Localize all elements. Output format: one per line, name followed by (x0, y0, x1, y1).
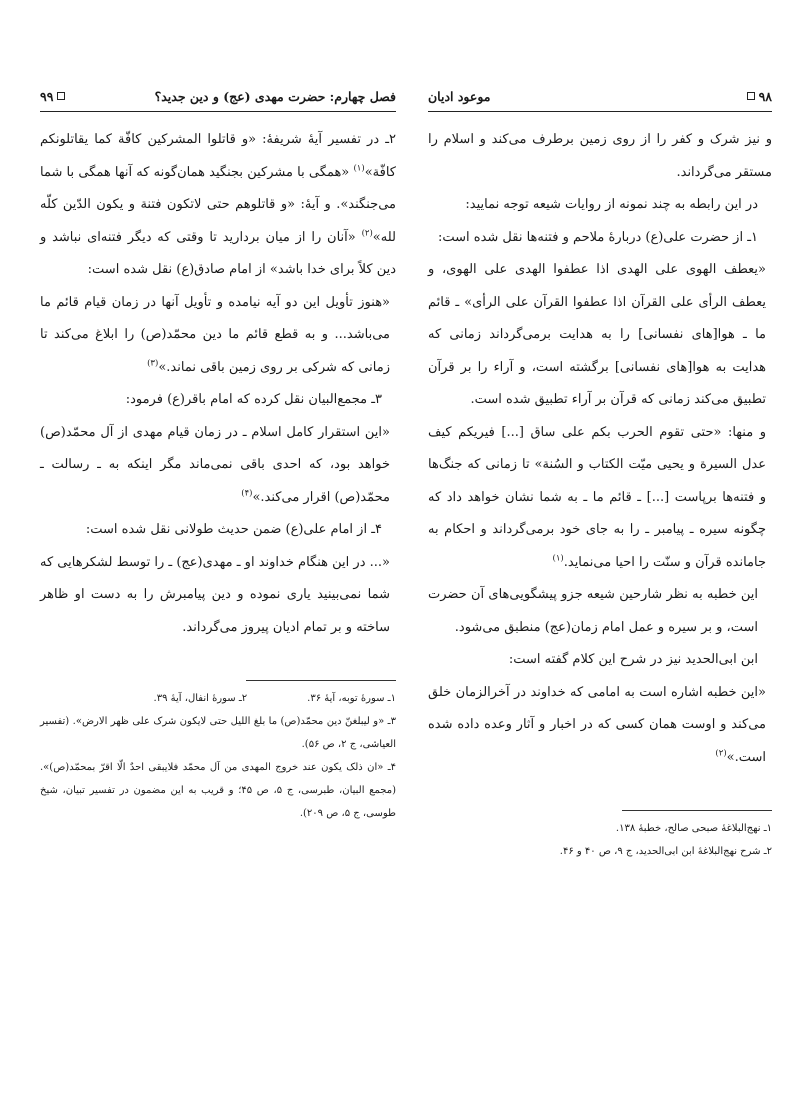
running-title: موعود ادیان (428, 88, 491, 104)
page-header (428, 88, 772, 112)
paragraph-text: «آنان را از میان بردارید تا وقتی که دیگر فتنه‌ای نباشد و دین کلاً برای خدا باشد» از امام صادق(ع) نقل شده است: (40, 229, 396, 277)
quote-text: «این خطبه اشاره است به امامی که خداوند در آخرالزمان خلق می‌کند و اوست همان کسی که در اخبار و آثار وعده داده شده است.» (428, 684, 766, 765)
quote-text: و منها: «حتی تقوم الحرب بکم علی ساق [...] فیریکم کیف عدل السیرة و یحیی میّت الکتاب و السُنة» تا زمانی که جنگ‌ها و فتنه‌ها برپاست [...] ـ قائم ما ـ به شما نشان خواهد داد که چگونه سیره ـ پیامبر ـ را به جای خود برمی‌گرداند و احکام به جامانده قرآن و سنّت را احیا می‌نماید. (428, 424, 766, 570)
page-header (40, 88, 396, 112)
left-page (40, 88, 396, 1048)
square-icon (57, 92, 65, 100)
footnote-ref: (۴) (241, 488, 253, 499)
footnote-ref: (۲) (715, 748, 727, 759)
footnote-ref: (۲) (361, 228, 373, 239)
footnote: ۱ـ سورهٔ توبه، آیهٔ ۳۶. (307, 693, 396, 704)
footnotes (40, 687, 396, 825)
paragraph: ۴ـ از امام علی(ع) ضمن حدیث طولانی نقل شده است: (85, 522, 382, 537)
quote-paragraph (40, 417, 396, 515)
footnote: ۲ـ شرح نهج‌البلاغهٔ ابن ابی‌الحدید، ج ۹، ص ۴۰ و ۴۶. (559, 846, 772, 857)
body-text (428, 124, 772, 774)
quote-paragraph: «... در این هنگام خداوند او ـ مهدی(عج) ـ را توسط لشکرهایی که شما نمی‌بینید یاری نموده و دین پیامبرش را به دست او ظاهر ساخته و بر تمام ادیان پیروز می‌گرداند. (40, 554, 390, 635)
paragraph-text: «همگی با مشرکین بجنگید همان‌گونه که آنها همگی با شما می‌جنگند». و آیهٔ: «و قاتلوهم حتی لاتکون فتنة و یکون الدّین کلّه لله» (40, 164, 396, 245)
running-title: فصل چهارم: حضرت مهدی (عج) و دین جدید؟ (154, 88, 396, 104)
page-number: ۹۹ (40, 88, 54, 104)
right-page (428, 88, 772, 1048)
footnote-ref: (۱) (353, 163, 365, 174)
square-icon (747, 92, 755, 100)
footnote: ۱ـ نهج‌البلاغهٔ صبحی صالح، خطبهٔ ۱۳۸. (615, 823, 772, 834)
paragraph: در این رابطه به چند نمونه از روایات شیعه توجه نمایید: (465, 197, 758, 212)
paragraph: ابن ابی‌الحدید نیز در شرح این کلام گفته است: (508, 652, 758, 667)
footnotes (428, 817, 772, 863)
body-text (40, 124, 396, 644)
paragraph: این خطبه به نظر شارحین شیعه جزو پیشگویی‌های آن حضرت است، و بر سیره و عمل امام زمان(عج) منطبق می‌شود. (428, 587, 758, 635)
paragraph: و نیز شرک و کفر را از روی زمین برطرف می‌کند و اسلام را مستقر می‌گرداند. (428, 132, 772, 180)
page-number-block (40, 89, 65, 104)
quote-text: «هنوز تأویل این دو آیه نیامده و تأویل آنها در زمان قیام قائم ما می‌باشد... و به قطع قائم ما دین محمّد(ص) را ابلاغ می‌کند تا زمانی که شرکی بر روی زمین باقی نماند.» (40, 294, 390, 375)
paragraph: ۳ـ مجمع‌البیان نقل کرده که امام باقر(ع) فرمود: (125, 392, 382, 407)
page-number: ۹۸ (758, 88, 772, 104)
footnote-row (40, 687, 396, 710)
footnote-divider (246, 680, 396, 681)
paragraph (40, 124, 396, 287)
paragraph-text: ۲ـ در تفسیر آیهٔ شریفهٔ: «و قاتلوا المشرکین کافّة کما یقاتلونکم کافّة» (40, 132, 396, 180)
footnote-divider (622, 810, 772, 811)
footnote: ۳ـ «و لیبلغنّ دین محمّد(ص) ما بلغ اللیل حتی لایکون شرک علی ظهر الارض». (تفسیر العیاشی، ج ۲، ص ۵۶). (40, 716, 396, 750)
page-number-block (747, 89, 772, 104)
footnote-ref: (۱) (552, 553, 564, 564)
quote-paragraph (428, 677, 772, 775)
quote-paragraph (40, 287, 396, 385)
footnote-ref: (۳) (147, 358, 159, 369)
footnote: ۴ـ «ان ذلک یکون عند خروج المهدی من آل محمّد فلایبقی احدٌ الّا اقرّ بمحمّد(ص)». (مجمع البیان، طبرسی، ج ۵، ص ۴۵؛ و قریب به این مضمون در تفسیر تبیان، شیخ طوسی، ج ۵، ص ۲۰۹). (40, 762, 396, 819)
quote-text: «این استقرار کامل اسلام ـ در زمان قیام مهدی از آل محمّد(ص) خواهد بود، که احدی باقی نمی‌ماند مگر اینکه به ـ رسالت ـ محمّد(ص) اقرار می‌کند.» (40, 424, 390, 505)
footnote: ۲ـ سورهٔ انفال، آیهٔ ۳۹. (153, 693, 248, 704)
quote-paragraph: «یعطف الهوی علی الهدی اذا عطفوا الهدی علی الهوی، و یعطف الرأی علی القرآن اذا عطفوا القرآن علی الرأی» ـ قائم ما ـ هوا[های نفسانی] را به هدایت برمی‌گرداند زمانی که هدایت به هوا[های نفسانی] برگشته است، و آراء را بر قرآن تطبیق می‌کند زمانی که قرآن بر آراء تطبیق شده است. (428, 262, 766, 407)
paragraph: ۱ـ از حضرت علی(ع) دربارهٔ ملاحم و فتنه‌ها نقل شده است: (437, 229, 758, 245)
quote-paragraph (428, 417, 772, 580)
